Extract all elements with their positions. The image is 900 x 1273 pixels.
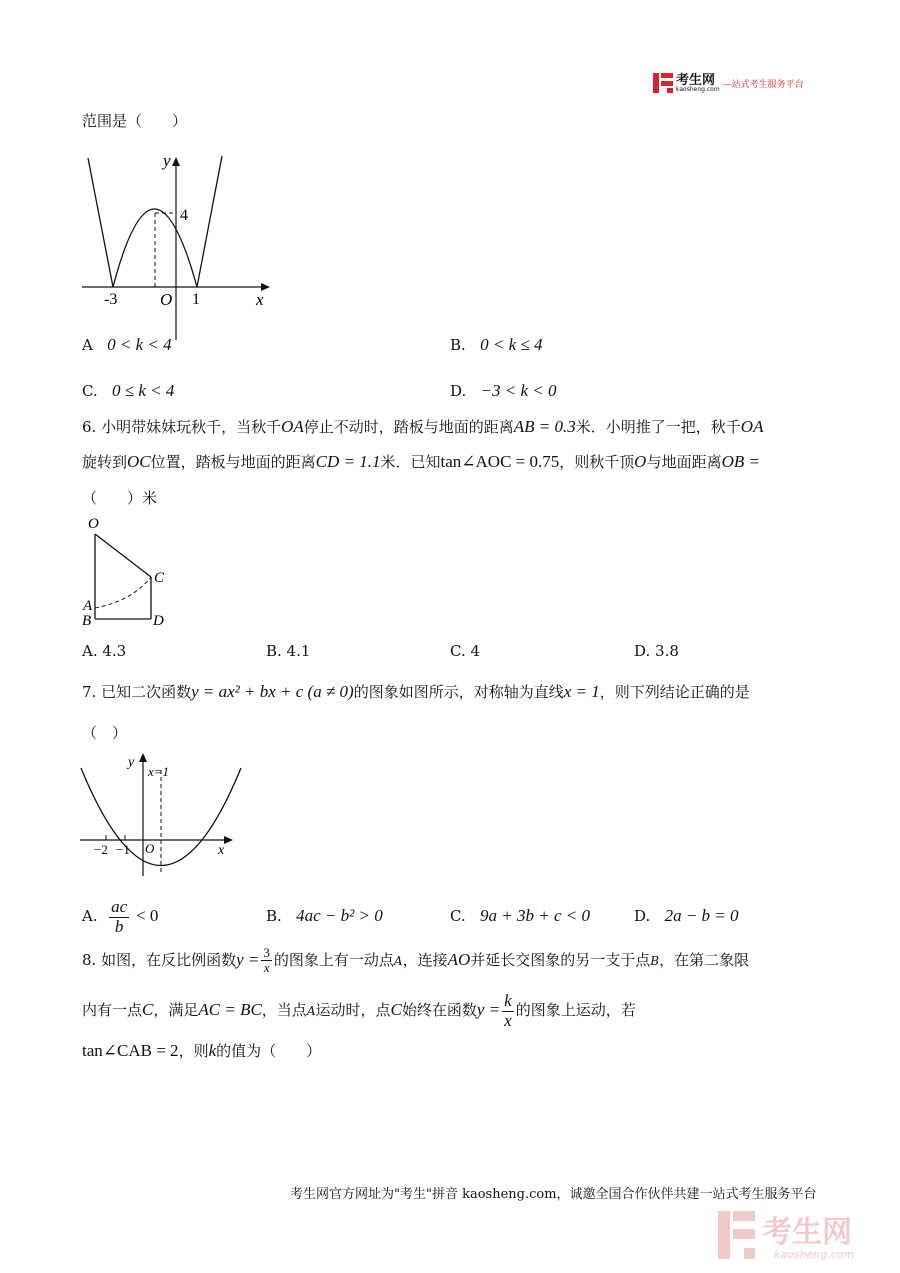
q6-label-d: D bbox=[153, 613, 164, 629]
q7-option-b-label: B. bbox=[266, 907, 282, 925]
q6-label-b: B bbox=[82, 613, 92, 629]
q7-option-a-fraction: $\frac{ac}{b}$ bbox=[111, 897, 128, 936]
logo-en: kaosheng.com bbox=[676, 85, 720, 93]
q7-option-a-label: A. bbox=[82, 907, 98, 926]
q5-option-a-label: A bbox=[82, 336, 93, 354]
q7-x-label: x bbox=[218, 843, 225, 858]
q5-option-d-label: D. bbox=[450, 382, 467, 400]
q6-line-oc bbox=[95, 534, 151, 577]
q7-x-arrow bbox=[224, 836, 233, 844]
q6-label-o: O bbox=[88, 516, 99, 532]
q7-axis-label: x=1 bbox=[148, 764, 170, 779]
q5-root-right-label: 1 bbox=[192, 291, 200, 308]
q5-option-c-label: C. bbox=[82, 382, 98, 400]
q5-y-arrow bbox=[172, 157, 180, 166]
q5-option-c[interactable] bbox=[82, 381, 174, 401]
q6-option-c[interactable]: C. 4 bbox=[450, 642, 481, 660]
q5-origin-label: O bbox=[160, 290, 173, 309]
watermark-logo-icon bbox=[716, 1208, 886, 1264]
q7-origin-label: O bbox=[145, 841, 155, 856]
q8-line2: 内有一点C，满足AC = BC，当点A运动时，点C始终在函数y = $\frac{k}{x}$ 的图象上运动，若 bbox=[82, 991, 636, 1030]
q5-root-left-label: -3 bbox=[104, 291, 118, 308]
q7-graph bbox=[78, 748, 248, 888]
q6-arc-ac bbox=[95, 577, 151, 608]
watermark-cn: 考生网 bbox=[762, 1215, 852, 1250]
q7-option-c-label: C. bbox=[450, 907, 466, 925]
watermark-en: kaosheng.com bbox=[774, 1248, 855, 1261]
kaosheng-logo-icon bbox=[652, 72, 674, 94]
q6-line2: 旋转到OC位置，踏板与地面的距离CD = 1.1米．已知tan∠AOC = 0.75，则秋千顶O与地面距离OB = bbox=[82, 452, 760, 471]
q6-line3: （ ）米 bbox=[82, 489, 158, 507]
q6-line1: 6. 小明带妹妹玩秋千，当秋千OA停止不动时，踏板与地面的距离AB = 0.3米．小明推了一把，秋千OA bbox=[82, 417, 764, 436]
q5-option-a-text: 0 < k < 4 bbox=[107, 335, 172, 354]
footer-text: 考生网官方网址为"考生"拼音 kaosheng.com，诚邀全国合作伙伴共建一站式考生服务平台 bbox=[290, 1187, 817, 1202]
q8-line1: 8. 如图，在反比例函数y = $\frac{3}{x}$ 的图象上有一动点A，连接AO并延长交图象的另一支于点B，在第二象限 bbox=[82, 945, 750, 976]
q7-tick-m1-label: −1 bbox=[116, 842, 130, 857]
q7-option-d[interactable] bbox=[634, 906, 739, 926]
q5-continued-text: 范围是（ ） bbox=[82, 112, 188, 130]
q5-graph bbox=[80, 148, 280, 343]
q7-option-d-text: 2a − b = 0 bbox=[664, 906, 739, 925]
q6-label-c: C bbox=[154, 570, 165, 586]
q6-option-a[interactable]: A. 4.3 bbox=[82, 642, 127, 660]
q6-figure bbox=[80, 513, 180, 631]
q7-tick-m2-label: −2 bbox=[94, 842, 108, 857]
q7-y-label: y bbox=[128, 755, 135, 770]
q5-option-d-text: −3 < k < 0 bbox=[480, 381, 557, 400]
q7-line1: 7. 已知二次函数y = ax² + bx + c (a ≠ 0)的图象如图所示，对称轴为直线x = 1，则下列结论正确的是 bbox=[82, 682, 750, 701]
q6-label-a: A bbox=[83, 598, 93, 614]
q7-option-c[interactable] bbox=[450, 906, 590, 926]
q7-y-arrow bbox=[139, 753, 147, 762]
q5-curve-right bbox=[197, 156, 222, 287]
watermark bbox=[716, 1208, 886, 1268]
logo-cn: 考生网 bbox=[676, 72, 716, 88]
q5-option-b[interactable] bbox=[450, 335, 542, 355]
q5-option-b-text: 0 < k ≤ 4 bbox=[480, 335, 543, 354]
q8-line3: tan∠CAB = 2，则k的值为（ ） bbox=[82, 1041, 322, 1060]
q5-option-c-text: 0 ≤ k < 4 bbox=[112, 381, 175, 400]
q6-option-b[interactable]: B. 4.1 bbox=[266, 642, 311, 660]
q7-option-b[interactable] bbox=[266, 906, 383, 926]
q7-option-d-label: D. bbox=[634, 907, 651, 925]
q6-option-d[interactable]: D. 3.8 bbox=[634, 642, 679, 660]
header-tagline: —站式考生服务平台 bbox=[722, 79, 804, 90]
q5-option-d[interactable] bbox=[450, 381, 557, 401]
q5-y-label: y bbox=[163, 151, 171, 170]
q7-option-a[interactable] bbox=[82, 898, 158, 936]
q5-x-label: x bbox=[256, 290, 264, 309]
q5-option-b-label: B. bbox=[450, 336, 466, 354]
q5-peak-label: 4 bbox=[180, 207, 188, 224]
q7-option-b-text: 4ac − b² > 0 bbox=[296, 906, 383, 925]
q7-option-c-text: 9a + 3b + c < 0 bbox=[480, 906, 590, 925]
q7-line2: （ ） bbox=[82, 724, 128, 742]
q5-curve-left bbox=[88, 158, 113, 287]
header-logo bbox=[652, 72, 804, 94]
q7-option-a-tail: < 0 bbox=[135, 906, 159, 926]
q5-option-a[interactable] bbox=[82, 335, 172, 355]
